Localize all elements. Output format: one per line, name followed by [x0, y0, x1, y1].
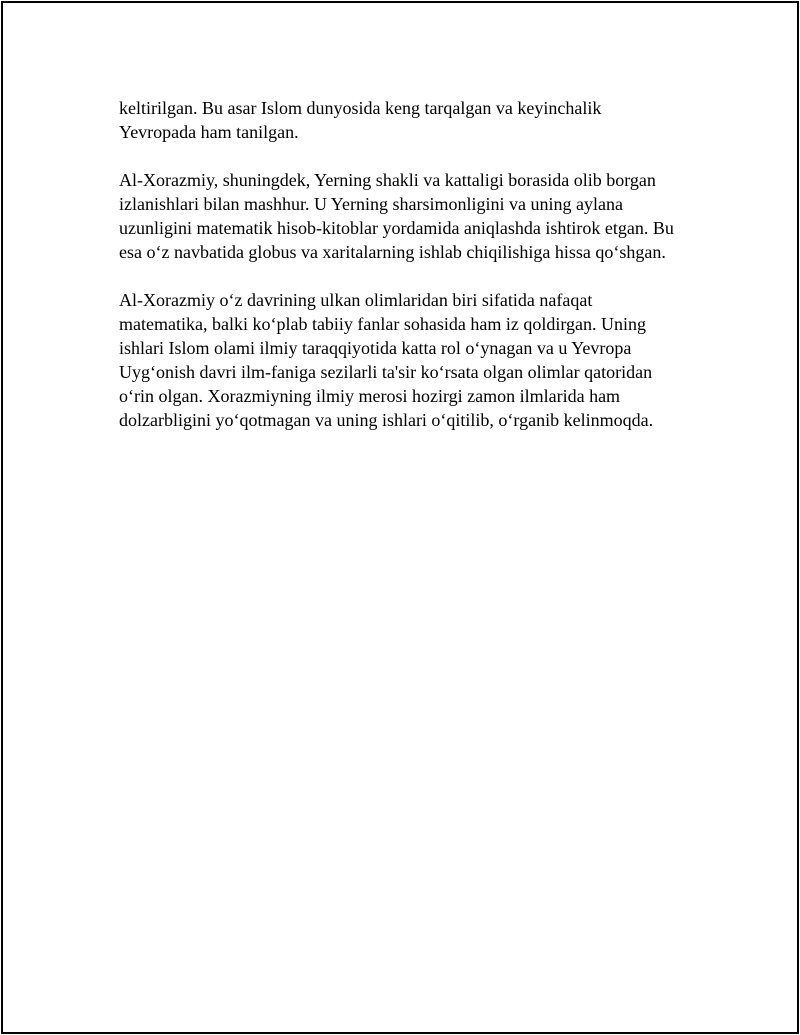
- text-line: matematika, balki ko‘plab tabiiy fanlar sohasida ham iz qoldirgan. Uning: [119, 314, 647, 334]
- text-line: izlanishlari bilan mashhur. U Yerning sharsimonligini va uning aylana: [119, 194, 623, 214]
- text-line: esa o‘z navbatida globus va xaritalarning ishlab chiqilishiga hissa qo‘shgan.: [119, 242, 666, 262]
- text-line: ishlari Islom olami ilmiy taraqqiyotida katta rol o‘ynagan va u Yevropa: [119, 338, 632, 358]
- text-line: keltirilgan. Bu asar Islom dunyosida keng tarqalgan va keyinchalik: [119, 98, 602, 118]
- text-line: Yevropada ham tanilgan.: [119, 122, 299, 142]
- paragraph-1: [119, 96, 699, 144]
- text-line: Uyg‘onish davri ilm-faniga sezilarli ta'sir ko‘rsata olgan olimlar qatoridan: [119, 362, 653, 382]
- text-line: Al-Xorazmiy, shuningdek, Yerning shakli va kattaligi borasida olib borgan: [119, 170, 656, 190]
- text-line: uzunligini matematik hisob-kitoblar yordamida aniqlashda ishtirok etgan. Bu: [119, 218, 674, 238]
- document-page: [1, 1, 799, 1034]
- document-body: [119, 96, 699, 456]
- text-line: dolzarbligini yo‘qotmagan va uning ishlari o‘qitilib, o‘rganib kelinmoqda.: [119, 410, 654, 430]
- paragraph-2: [119, 168, 699, 264]
- paragraph-3: [119, 288, 699, 432]
- text-line: Al-Xorazmiy o‘z davrining ulkan olimlaridan biri sifatida nafaqat: [119, 290, 593, 310]
- text-line: o‘rin olgan. Xorazmiyning ilmiy merosi hozirgi zamon ilmlarida ham: [119, 386, 621, 406]
